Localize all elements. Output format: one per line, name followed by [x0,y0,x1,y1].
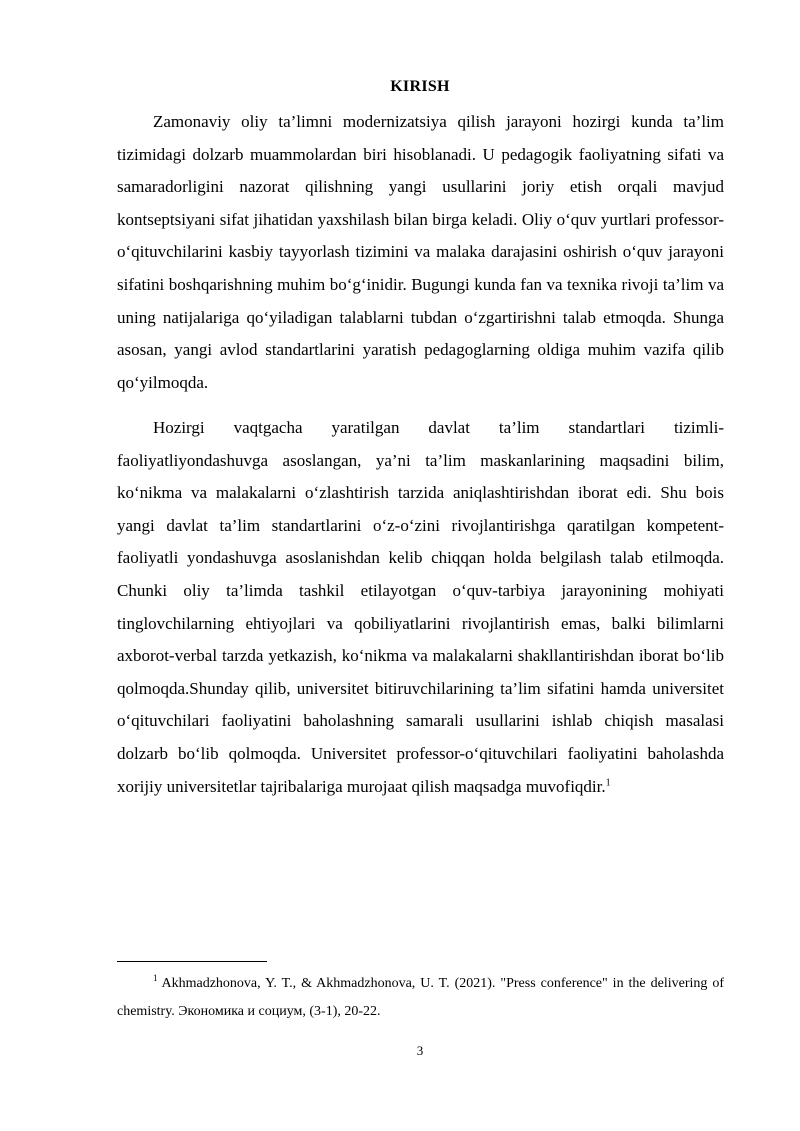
paragraph-1: Zamonaviy oliy ta’limni modernizatsiya qilish jarayoni hozirgi kunda ta’lim tizimidagi dolzarb muammolardan biri hisoblanadi. U pedagogik faoliyatning sifati va samaradorligini nazorat qilishning yangi usullarini joriy etish orqali mavjud kontseptsiyani sifat jihatidan yaxshilash bilan birga keladi. Oliy o‘quv yurtlari professor-o‘qituvchilarini kasbiy tayyorlash tizimini va malaka darajasini oshirish o‘quv jarayoni sifatini boshqarishning muhim bo‘g‘inidir. Bugungi kunda fan va texnika rivoji ta’lim va uning natijalariga qo‘yiladigan talablarni tubdan o‘zgartirishni talab etmoqda. Shunga asosan, yangi avlod standartlarini yaratish pedagoglarning oldiga muhim vazifa qilib qo‘yilmoqda. [117,112,724,392]
footnote-reference[interactable]: 1 [605,776,611,788]
page-number: 3 [416,1043,424,1058]
footnote [117,970,724,1026]
footnote-mark: 1 [153,973,158,984]
footnote-divider [117,961,267,962]
footnote-text: Akhmadzhonova, Y. T., & Akhmadzhonova, U. T. (2021). "Press conference" in the delivering of chemistry. Экономика и социум, (3-1), 20-22. [117,976,724,1019]
page-title: KIRISH [390,78,450,95]
paragraph-2-text: Hozirgi vaqtgacha yaratilgan davlat ta’lim standartlari tizimli-faoliyatliyondashuvga asoslangan, ya’ni ta’lim maskanlarining maqsadini bilim, ko‘nikma va malakalarni o‘zlashtirish tarzida aniqlashtirishdan iborat edi. Shu bois yangi davlat ta’lim standartlarini o‘z-o‘zini rivojlantirishga qaratilgan kompetent-faoliyatli yondashuvga asoslanishdan kelib chiqqan holda belgilash talab etilmoqda. Chunki oliy ta’limda tashkil etilayotgan o‘quv-tarbiya jarayonining mohiyati tinglovchilarning ehtiyojlari va qobiliyatlarini rivojlantirish emas, balki bilimlarni axborot-verbal tarzda yetkazish, ko‘nikma va malakalarni shakllantirishdan iborat bo‘lib qolmoqda.Shunday qilib, universitet bitiruvchilarining ta’lim sifatini hamda universitet o‘qituvchilari faoliyatini baholashning samarali usullarini ishlab chiqish masalasi dolzarb bo‘lib qolmoqda. Universitet professor-o‘qituvchilari faoliyatini baholashda xorijiy universitetlar tajribalariga murojaat qilish maqsadga muvofiqdir. [117,418,724,796]
paragraph-2 [117,412,724,803]
